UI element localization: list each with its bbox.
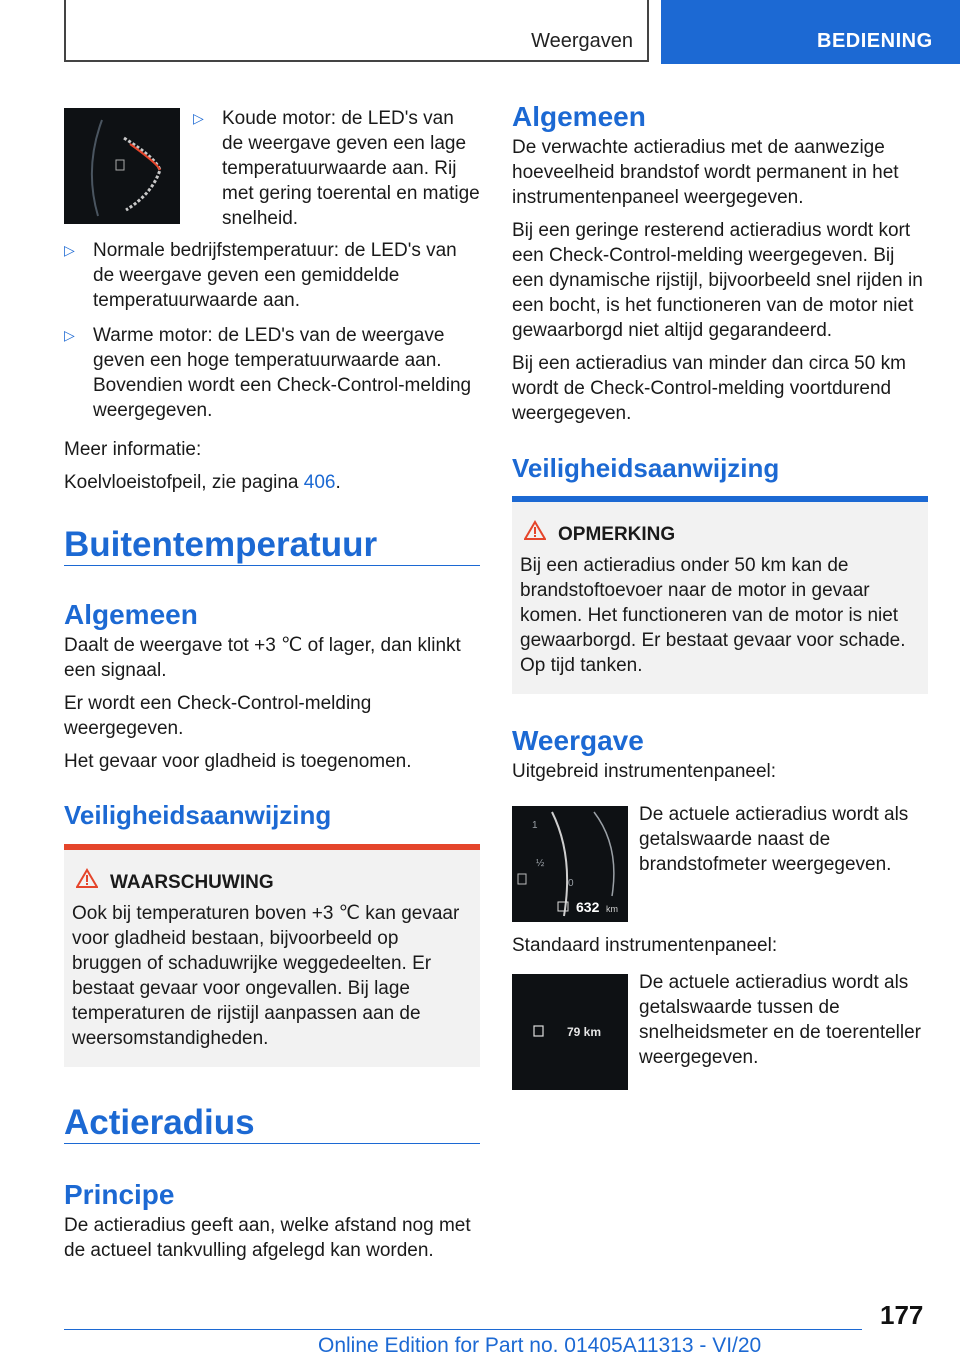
extended-instrument-panel-image <box>512 806 628 922</box>
header-section-title: Weergaven <box>531 30 633 52</box>
veiligheid-heading: Veiligheidsaanwijzing <box>64 800 332 830</box>
warning-text: Ook bij temperaturen boven +3 ℃ kan gevaar voor gladheid bestaan, bijvoorbeeld op bruggen of schaduwrijke weggedeelten. Er bestaat gevaar voor ongevallen. Bij lage temperaturen de rijstijl aanpassen aan de weersomstandigheden. <box>72 903 460 1049</box>
algemeen-heading: Algemeen <box>64 599 198 630</box>
standaard-description: De actuele actieradius wordt als getalswaarde tussen de snelheidsmeter en de toerenteller weergegeven. <box>639 972 922 1068</box>
note-box <box>512 496 928 694</box>
bullet-text: Warme motor: de LED's van de weergave geven een hoge temperatuurwaarde aan. Bovendien wordt een Check-Control-melding weergegeven. <box>93 325 472 421</box>
uitgebreid-description: De actuele actieradius wordt als getalswaarde naast de brandstofmeter weergegeven. <box>639 804 909 875</box>
left-column-top <box>64 238 480 433</box>
bullet-warm-engine <box>64 323 480 423</box>
coolant-reference: Koelvloeistofpeil, zie pagina 406. <box>64 472 341 493</box>
standaard-block <box>512 933 928 966</box>
more-info-block <box>64 437 480 503</box>
algemeen-paragraph-3: Het gevaar voor gladheid is toegenomen. <box>64 751 412 772</box>
triangle-bullet-icon: ▷ <box>64 327 75 343</box>
algemeen-section-right <box>512 101 928 434</box>
actieradius-section <box>64 1103 480 1144</box>
footer-divider <box>64 1329 862 1330</box>
triangle-bullet-icon: ▷ <box>64 242 75 258</box>
right-paragraph-3: Bij een actieradius van minder dan circa 50 km wordt de Check-Control-melding voortdurend weergegeven. <box>512 353 906 424</box>
note-header: OPMERKING <box>520 522 920 547</box>
range-unit-extended: km <box>606 904 618 914</box>
gauge-mark-1: 1 <box>532 820 538 831</box>
buitentemperatuur-section <box>64 525 480 566</box>
warning-header: WAARSCHUWING <box>72 870 472 895</box>
weergave-heading: Weergave <box>512 725 644 756</box>
page-number: 177 <box>880 1300 924 1330</box>
range-readout-extended: 632 <box>576 899 600 915</box>
right-paragraph-1: De verwachte actieradius met de aanwezige hoeveelheid brandstof wordt permanent in het instrumentenpaneel weergegeven. <box>512 137 899 208</box>
gauge-mark-0: 0 <box>568 878 574 889</box>
principe-section <box>64 1179 480 1271</box>
buitentemperatuur-heading: Buitentemperatuur <box>64 532 480 566</box>
bullet-text: Koude motor: de LED's van de weergave geven een lage temperatuurwaarde aan. Rij met gering toerental en matige snelheid. <box>222 108 480 229</box>
veiligheid-section-right <box>512 453 928 483</box>
gauge-mark-half: ½ <box>536 858 545 869</box>
header-chapter-title: BEDIENING <box>817 30 933 52</box>
standaard-label: Standaard instrumentenpaneel: <box>512 935 778 956</box>
uitgebreid-label: Uitgebreid instrumentenpaneel: <box>512 761 777 782</box>
bullet-text: Normale bedrijfstemperatuur: de LED's van de weergave geven een gemiddelde temperatuurwaarde aan. <box>93 240 457 311</box>
header-section-box <box>64 0 649 62</box>
veiligheid-section-left <box>64 800 480 830</box>
range-readout-standard: 79 km <box>567 1025 602 1039</box>
note-text: Bij een actieradius onder 50 km kan de brandstoftoevoer naar de motor in gevaar komen. Het functioneren van de motor is niet gewaarborgd. Er bestaat gevaar voor schade. Op tijd tanken. <box>520 555 906 676</box>
algemeen-paragraph-1: Daalt de weergave tot +3 ℃ of lager, dan klinkt een signaal. <box>64 635 461 681</box>
header-chapter-tab <box>661 0 960 64</box>
algemeen-heading-right: Algemeen <box>512 101 646 132</box>
actieradius-heading: Actieradius <box>64 1110 480 1144</box>
principe-heading: Principe <box>64 1179 175 1210</box>
page-link-406[interactable]: 406 <box>303 472 336 493</box>
veiligheid-heading-right: Veiligheidsaanwijzing <box>512 453 780 483</box>
warning-box <box>64 844 480 1067</box>
bullet-normal-temp <box>64 238 480 313</box>
footer-edition: Online Edition for Part no. 01405A11313 - VI/20 <box>318 1334 762 1357</box>
more-info-label: Meer informatie: <box>64 439 202 460</box>
weergave-section <box>512 725 928 792</box>
standard-instrument-panel-image <box>512 974 628 1090</box>
algemeen-paragraph-2: Er wordt een Check-Control-melding weergegeven. <box>64 693 372 739</box>
warning-triangle-icon <box>76 868 98 895</box>
principe-paragraph: De actieradius geeft aan, welke afstand nog met de actueel tankvulling afgelegd kan worden. <box>64 1215 471 1261</box>
bullet-cold-engine <box>193 106 480 241</box>
warning-triangle-icon <box>524 520 546 547</box>
triangle-bullet-icon: ▷ <box>193 110 204 126</box>
algemeen-section-left <box>64 599 480 782</box>
right-paragraph-2: Bij een geringe resterend actieradius wordt kort een Check-Control-melding weergegeven. Bij een dynamische rijstijl, bijvoorbeeld snel rijden in een bocht, is het functioneren van de motor niet gewaarborgd niet altijd gegarandeerd. <box>512 220 923 341</box>
coolant-gauge-image <box>64 108 180 224</box>
